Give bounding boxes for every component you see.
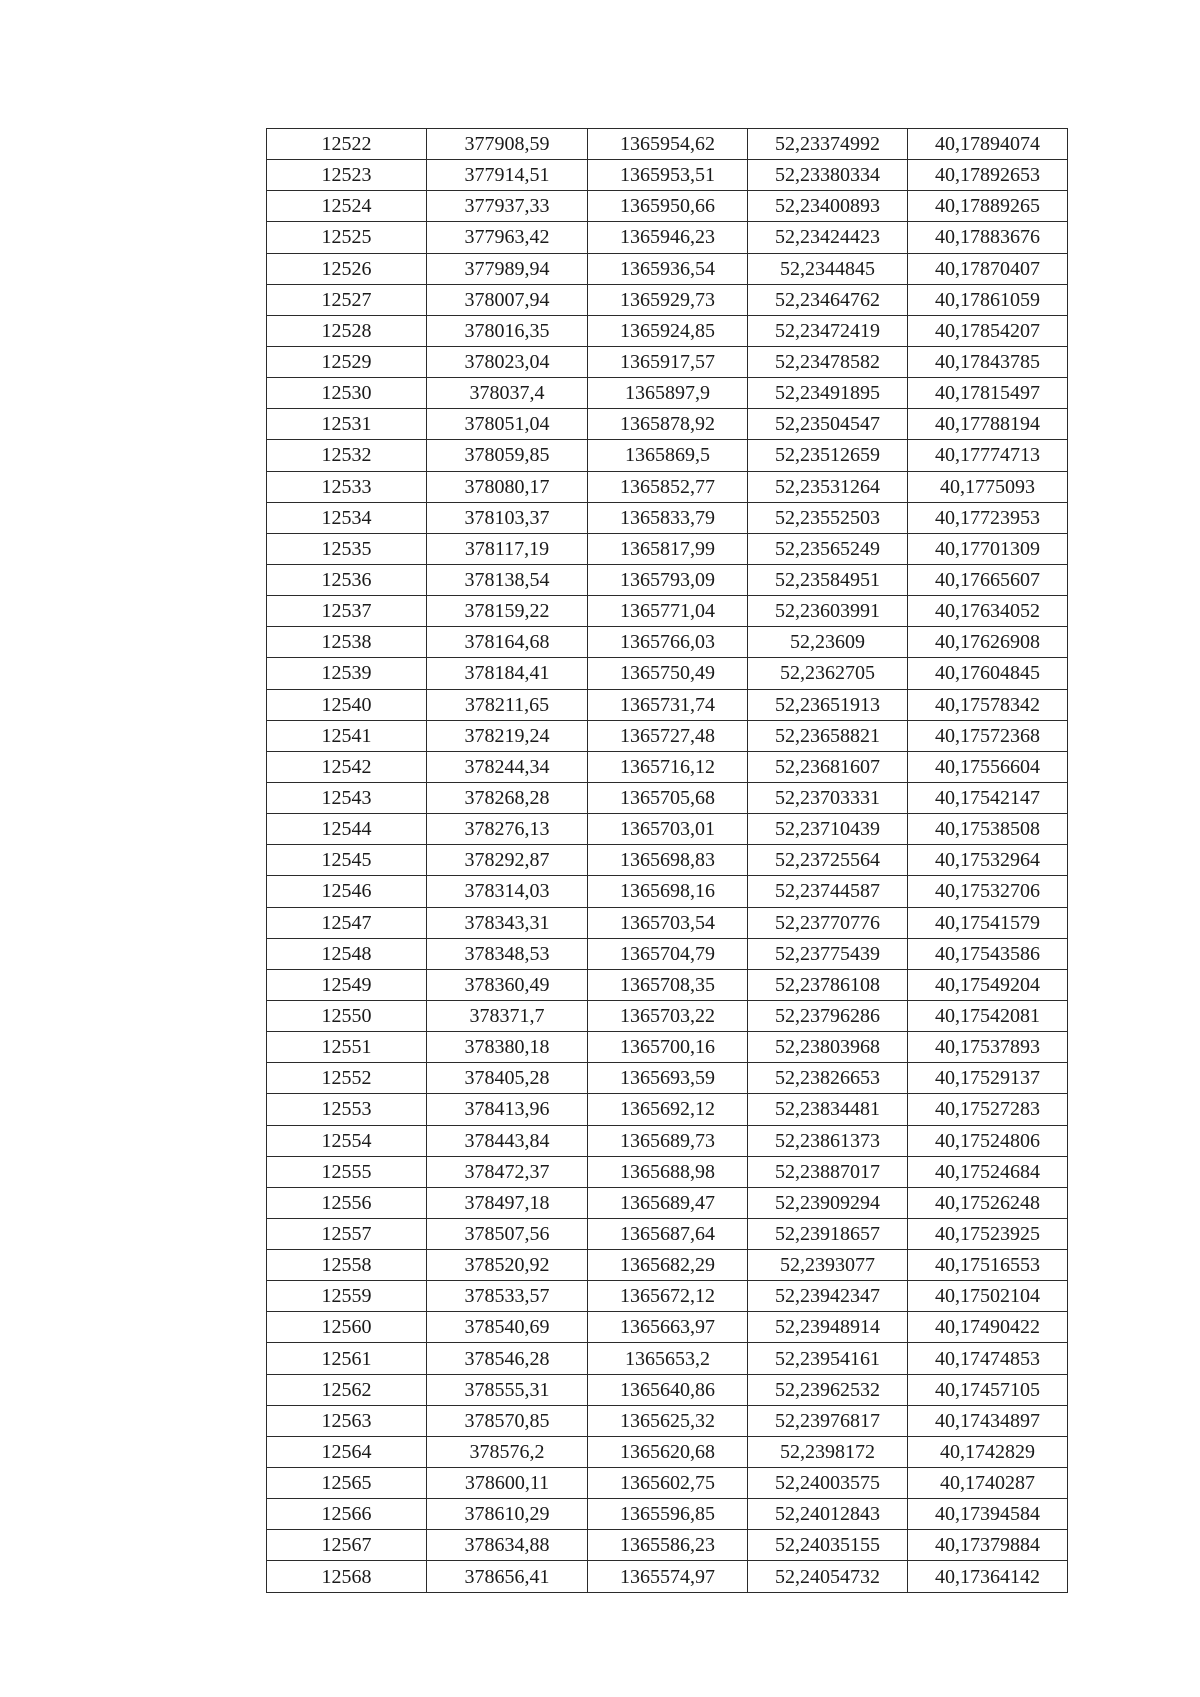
latitude-cell: 52,24012843 xyxy=(748,1499,908,1530)
point-number-cell: 12548 xyxy=(267,938,427,969)
table-row xyxy=(267,782,1068,813)
latitude-cell: 52,23887017 xyxy=(748,1156,908,1187)
latitude-cell: 52,23512659 xyxy=(748,440,908,471)
x-coordinate-cell: 378117,19 xyxy=(427,533,588,564)
y-coordinate-cell: 1365698,16 xyxy=(588,876,748,907)
table-row xyxy=(267,1187,1068,1218)
x-coordinate-cell: 378546,28 xyxy=(427,1343,588,1374)
x-coordinate-cell: 378292,87 xyxy=(427,845,588,876)
x-coordinate-cell: 377989,94 xyxy=(427,253,588,284)
latitude-cell: 52,23478582 xyxy=(748,346,908,377)
table-row xyxy=(267,845,1068,876)
x-coordinate-cell: 378059,85 xyxy=(427,440,588,471)
table-row xyxy=(267,1250,1068,1281)
longitude-cell: 40,17894074 xyxy=(908,129,1068,160)
point-number-cell: 12560 xyxy=(267,1312,427,1343)
x-coordinate-cell: 378576,2 xyxy=(427,1436,588,1467)
x-coordinate-cell: 378314,03 xyxy=(427,876,588,907)
point-number-cell: 12550 xyxy=(267,1000,427,1031)
table-row xyxy=(267,1281,1068,1312)
x-coordinate-cell: 377908,59 xyxy=(427,129,588,160)
point-number-cell: 12556 xyxy=(267,1187,427,1218)
latitude-cell: 52,23491895 xyxy=(748,378,908,409)
latitude-cell: 52,23803968 xyxy=(748,1032,908,1063)
table-row xyxy=(267,658,1068,689)
x-coordinate-cell: 377963,42 xyxy=(427,222,588,253)
table-row xyxy=(267,284,1068,315)
point-number-cell: 12562 xyxy=(267,1374,427,1405)
latitude-cell: 52,24003575 xyxy=(748,1468,908,1499)
latitude-cell: 52,23775439 xyxy=(748,938,908,969)
latitude-cell: 52,23954161 xyxy=(748,1343,908,1374)
point-number-cell: 12531 xyxy=(267,409,427,440)
table-row xyxy=(267,1561,1068,1592)
point-number-cell: 12568 xyxy=(267,1561,427,1592)
point-number-cell: 12536 xyxy=(267,564,427,595)
y-coordinate-cell: 1365869,5 xyxy=(588,440,748,471)
table-row xyxy=(267,409,1068,440)
point-number-cell: 12547 xyxy=(267,907,427,938)
latitude-cell: 52,23786108 xyxy=(748,969,908,1000)
table-row xyxy=(267,907,1068,938)
table-row xyxy=(267,1343,1068,1374)
table-row xyxy=(267,720,1068,751)
longitude-cell: 40,17542147 xyxy=(908,782,1068,813)
y-coordinate-cell: 1365672,12 xyxy=(588,1281,748,1312)
table-row xyxy=(267,1094,1068,1125)
y-coordinate-cell: 1365700,16 xyxy=(588,1032,748,1063)
point-number-cell: 12524 xyxy=(267,191,427,222)
longitude-cell: 40,17892653 xyxy=(908,160,1068,191)
coordinates-table-body xyxy=(267,129,1068,1593)
table-row xyxy=(267,440,1068,471)
table-row xyxy=(267,1530,1068,1561)
x-coordinate-cell: 378051,04 xyxy=(427,409,588,440)
point-number-cell: 12565 xyxy=(267,1468,427,1499)
latitude-cell: 52,2362705 xyxy=(748,658,908,689)
latitude-cell: 52,2393077 xyxy=(748,1250,908,1281)
longitude-cell: 40,17394584 xyxy=(908,1499,1068,1530)
point-number-cell: 12551 xyxy=(267,1032,427,1063)
x-coordinate-cell: 378080,17 xyxy=(427,471,588,502)
y-coordinate-cell: 1365878,92 xyxy=(588,409,748,440)
longitude-cell: 40,17870407 xyxy=(908,253,1068,284)
latitude-cell: 52,23948914 xyxy=(748,1312,908,1343)
longitude-cell: 40,17665607 xyxy=(908,564,1068,595)
point-number-cell: 12523 xyxy=(267,160,427,191)
latitude-cell: 52,23658821 xyxy=(748,720,908,751)
point-number-cell: 12544 xyxy=(267,814,427,845)
point-number-cell: 12564 xyxy=(267,1436,427,1467)
longitude-cell: 40,17516553 xyxy=(908,1250,1068,1281)
longitude-cell: 40,17529137 xyxy=(908,1063,1068,1094)
point-number-cell: 12557 xyxy=(267,1218,427,1249)
y-coordinate-cell: 1365727,48 xyxy=(588,720,748,751)
table-row xyxy=(267,346,1068,377)
point-number-cell: 12559 xyxy=(267,1281,427,1312)
longitude-cell: 40,17474853 xyxy=(908,1343,1068,1374)
longitude-cell: 40,17626908 xyxy=(908,627,1068,658)
y-coordinate-cell: 1365766,03 xyxy=(588,627,748,658)
longitude-cell: 40,17883676 xyxy=(908,222,1068,253)
point-number-cell: 12525 xyxy=(267,222,427,253)
point-number-cell: 12538 xyxy=(267,627,427,658)
point-number-cell: 12558 xyxy=(267,1250,427,1281)
table-row xyxy=(267,1405,1068,1436)
table-row xyxy=(267,160,1068,191)
latitude-cell: 52,23603991 xyxy=(748,596,908,627)
point-number-cell: 12555 xyxy=(267,1156,427,1187)
x-coordinate-cell: 378219,24 xyxy=(427,720,588,751)
point-number-cell: 12532 xyxy=(267,440,427,471)
table-row xyxy=(267,627,1068,658)
latitude-cell: 52,23861373 xyxy=(748,1125,908,1156)
longitude-cell: 40,17549204 xyxy=(908,969,1068,1000)
latitude-cell: 52,23584951 xyxy=(748,564,908,595)
y-coordinate-cell: 1365586,23 xyxy=(588,1530,748,1561)
point-number-cell: 12529 xyxy=(267,346,427,377)
y-coordinate-cell: 1365703,22 xyxy=(588,1000,748,1031)
longitude-cell: 40,17532706 xyxy=(908,876,1068,907)
y-coordinate-cell: 1365640,86 xyxy=(588,1374,748,1405)
latitude-cell: 52,23374992 xyxy=(748,129,908,160)
table-row xyxy=(267,1218,1068,1249)
point-number-cell: 12535 xyxy=(267,533,427,564)
table-row xyxy=(267,471,1068,502)
latitude-cell: 52,23609 xyxy=(748,627,908,658)
y-coordinate-cell: 1365682,29 xyxy=(588,1250,748,1281)
y-coordinate-cell: 1365897,9 xyxy=(588,378,748,409)
point-number-cell: 12563 xyxy=(267,1405,427,1436)
point-number-cell: 12540 xyxy=(267,689,427,720)
table-row xyxy=(267,129,1068,160)
x-coordinate-cell: 378211,65 xyxy=(427,689,588,720)
longitude-cell: 40,17524806 xyxy=(908,1125,1068,1156)
latitude-cell: 52,2398172 xyxy=(748,1436,908,1467)
x-coordinate-cell: 378443,84 xyxy=(427,1125,588,1156)
table-row xyxy=(267,876,1068,907)
y-coordinate-cell: 1365704,79 xyxy=(588,938,748,969)
latitude-cell: 52,23770776 xyxy=(748,907,908,938)
y-coordinate-cell: 1365936,54 xyxy=(588,253,748,284)
latitude-cell: 52,23472419 xyxy=(748,315,908,346)
x-coordinate-cell: 377914,51 xyxy=(427,160,588,191)
y-coordinate-cell: 1365793,09 xyxy=(588,564,748,595)
latitude-cell: 52,23424423 xyxy=(748,222,908,253)
latitude-cell: 52,23909294 xyxy=(748,1187,908,1218)
point-number-cell: 12527 xyxy=(267,284,427,315)
y-coordinate-cell: 1365693,59 xyxy=(588,1063,748,1094)
x-coordinate-cell: 378016,35 xyxy=(427,315,588,346)
latitude-cell: 52,23504547 xyxy=(748,409,908,440)
latitude-cell: 52,23651913 xyxy=(748,689,908,720)
x-coordinate-cell: 378634,88 xyxy=(427,1530,588,1561)
longitude-cell: 40,17572368 xyxy=(908,720,1068,751)
x-coordinate-cell: 378507,56 xyxy=(427,1218,588,1249)
x-coordinate-cell: 378610,29 xyxy=(427,1499,588,1530)
y-coordinate-cell: 1365833,79 xyxy=(588,502,748,533)
latitude-cell: 52,23918657 xyxy=(748,1218,908,1249)
table-row xyxy=(267,315,1068,346)
table-row xyxy=(267,1499,1068,1530)
x-coordinate-cell: 378348,53 xyxy=(427,938,588,969)
table-row xyxy=(267,814,1068,845)
latitude-cell: 52,23565249 xyxy=(748,533,908,564)
y-coordinate-cell: 1365750,49 xyxy=(588,658,748,689)
y-coordinate-cell: 1365924,85 xyxy=(588,315,748,346)
longitude-cell: 40,17815497 xyxy=(908,378,1068,409)
longitude-cell: 40,17723953 xyxy=(908,502,1068,533)
x-coordinate-cell: 378164,68 xyxy=(427,627,588,658)
latitude-cell: 52,24035155 xyxy=(748,1530,908,1561)
point-number-cell: 12553 xyxy=(267,1094,427,1125)
point-number-cell: 12546 xyxy=(267,876,427,907)
table-row xyxy=(267,191,1068,222)
longitude-cell: 40,17526248 xyxy=(908,1187,1068,1218)
table-row xyxy=(267,689,1068,720)
x-coordinate-cell: 378555,31 xyxy=(427,1374,588,1405)
y-coordinate-cell: 1365953,51 xyxy=(588,160,748,191)
x-coordinate-cell: 378520,92 xyxy=(427,1250,588,1281)
y-coordinate-cell: 1365663,97 xyxy=(588,1312,748,1343)
point-number-cell: 12561 xyxy=(267,1343,427,1374)
x-coordinate-cell: 378533,57 xyxy=(427,1281,588,1312)
table-row xyxy=(267,564,1068,595)
table-row xyxy=(267,969,1068,1000)
x-coordinate-cell: 377937,33 xyxy=(427,191,588,222)
point-number-cell: 12541 xyxy=(267,720,427,751)
table-row xyxy=(267,1156,1068,1187)
latitude-cell: 52,23552503 xyxy=(748,502,908,533)
x-coordinate-cell: 378371,7 xyxy=(427,1000,588,1031)
table-row xyxy=(267,1374,1068,1405)
table-row xyxy=(267,253,1068,284)
x-coordinate-cell: 378138,54 xyxy=(427,564,588,595)
x-coordinate-cell: 378540,69 xyxy=(427,1312,588,1343)
x-coordinate-cell: 378159,22 xyxy=(427,596,588,627)
x-coordinate-cell: 378037,4 xyxy=(427,378,588,409)
x-coordinate-cell: 378023,04 xyxy=(427,346,588,377)
y-coordinate-cell: 1365602,75 xyxy=(588,1468,748,1499)
table-row xyxy=(267,1125,1068,1156)
latitude-cell: 52,23796286 xyxy=(748,1000,908,1031)
latitude-cell: 52,23725564 xyxy=(748,845,908,876)
latitude-cell: 52,23744587 xyxy=(748,876,908,907)
longitude-cell: 40,17854207 xyxy=(908,315,1068,346)
x-coordinate-cell: 378103,37 xyxy=(427,502,588,533)
point-number-cell: 12552 xyxy=(267,1063,427,1094)
longitude-cell: 40,17861059 xyxy=(908,284,1068,315)
point-number-cell: 12567 xyxy=(267,1530,427,1561)
latitude-cell: 52,23976817 xyxy=(748,1405,908,1436)
table-row xyxy=(267,533,1068,564)
y-coordinate-cell: 1365687,64 xyxy=(588,1218,748,1249)
table-row xyxy=(267,1000,1068,1031)
longitude-cell: 40,17527283 xyxy=(908,1094,1068,1125)
x-coordinate-cell: 378268,28 xyxy=(427,782,588,813)
latitude-cell: 52,23464762 xyxy=(748,284,908,315)
y-coordinate-cell: 1365917,57 xyxy=(588,346,748,377)
point-number-cell: 12554 xyxy=(267,1125,427,1156)
y-coordinate-cell: 1365620,68 xyxy=(588,1436,748,1467)
y-coordinate-cell: 1365688,98 xyxy=(588,1156,748,1187)
x-coordinate-cell: 378007,94 xyxy=(427,284,588,315)
longitude-cell: 40,17457105 xyxy=(908,1374,1068,1405)
longitude-cell: 40,17788194 xyxy=(908,409,1068,440)
longitude-cell: 40,17523925 xyxy=(908,1218,1068,1249)
x-coordinate-cell: 378244,34 xyxy=(427,751,588,782)
point-number-cell: 12542 xyxy=(267,751,427,782)
longitude-cell: 40,17542081 xyxy=(908,1000,1068,1031)
longitude-cell: 40,17532964 xyxy=(908,845,1068,876)
longitude-cell: 40,17843785 xyxy=(908,346,1068,377)
x-coordinate-cell: 378570,85 xyxy=(427,1405,588,1436)
y-coordinate-cell: 1365574,97 xyxy=(588,1561,748,1592)
longitude-cell: 40,17701309 xyxy=(908,533,1068,564)
table-row xyxy=(267,222,1068,253)
longitude-cell: 40,17578342 xyxy=(908,689,1068,720)
y-coordinate-cell: 1365716,12 xyxy=(588,751,748,782)
longitude-cell: 40,17490422 xyxy=(908,1312,1068,1343)
longitude-cell: 40,17538508 xyxy=(908,814,1068,845)
longitude-cell: 40,17889265 xyxy=(908,191,1068,222)
table-row xyxy=(267,502,1068,533)
table-row xyxy=(267,1436,1068,1467)
x-coordinate-cell: 378343,31 xyxy=(427,907,588,938)
table-row xyxy=(267,1468,1068,1499)
y-coordinate-cell: 1365708,35 xyxy=(588,969,748,1000)
longitude-cell: 40,17774713 xyxy=(908,440,1068,471)
y-coordinate-cell: 1365692,12 xyxy=(588,1094,748,1125)
latitude-cell: 52,23681607 xyxy=(748,751,908,782)
latitude-cell: 52,23531264 xyxy=(748,471,908,502)
point-number-cell: 12533 xyxy=(267,471,427,502)
point-number-cell: 12549 xyxy=(267,969,427,1000)
latitude-cell: 52,23826653 xyxy=(748,1063,908,1094)
latitude-cell: 52,23834481 xyxy=(748,1094,908,1125)
latitude-cell: 52,23710439 xyxy=(748,814,908,845)
latitude-cell: 52,23703331 xyxy=(748,782,908,813)
point-number-cell: 12537 xyxy=(267,596,427,627)
y-coordinate-cell: 1365954,62 xyxy=(588,129,748,160)
longitude-cell: 40,1775093 xyxy=(908,471,1068,502)
x-coordinate-cell: 378472,37 xyxy=(427,1156,588,1187)
y-coordinate-cell: 1365946,23 xyxy=(588,222,748,253)
longitude-cell: 40,1742829 xyxy=(908,1436,1068,1467)
longitude-cell: 40,17634052 xyxy=(908,596,1068,627)
longitude-cell: 40,17434897 xyxy=(908,1405,1068,1436)
y-coordinate-cell: 1365703,01 xyxy=(588,814,748,845)
x-coordinate-cell: 378184,41 xyxy=(427,658,588,689)
longitude-cell: 40,17379884 xyxy=(908,1530,1068,1561)
table-row xyxy=(267,1063,1068,1094)
y-coordinate-cell: 1365703,54 xyxy=(588,907,748,938)
x-coordinate-cell: 378656,41 xyxy=(427,1561,588,1592)
x-coordinate-cell: 378413,96 xyxy=(427,1094,588,1125)
point-number-cell: 12526 xyxy=(267,253,427,284)
point-number-cell: 12545 xyxy=(267,845,427,876)
y-coordinate-cell: 1365653,2 xyxy=(588,1343,748,1374)
x-coordinate-cell: 378600,11 xyxy=(427,1468,588,1499)
point-number-cell: 12534 xyxy=(267,502,427,533)
x-coordinate-cell: 378360,49 xyxy=(427,969,588,1000)
longitude-cell: 40,1740287 xyxy=(908,1468,1068,1499)
x-coordinate-cell: 378380,18 xyxy=(427,1032,588,1063)
longitude-cell: 40,17556604 xyxy=(908,751,1068,782)
y-coordinate-cell: 1365689,73 xyxy=(588,1125,748,1156)
y-coordinate-cell: 1365705,68 xyxy=(588,782,748,813)
y-coordinate-cell: 1365771,04 xyxy=(588,596,748,627)
coordinates-table xyxy=(266,128,1068,1593)
longitude-cell: 40,17604845 xyxy=(908,658,1068,689)
y-coordinate-cell: 1365596,85 xyxy=(588,1499,748,1530)
longitude-cell: 40,17541579 xyxy=(908,907,1068,938)
point-number-cell: 12539 xyxy=(267,658,427,689)
latitude-cell: 52,23400893 xyxy=(748,191,908,222)
table-row xyxy=(267,378,1068,409)
x-coordinate-cell: 378405,28 xyxy=(427,1063,588,1094)
longitude-cell: 40,17543586 xyxy=(908,938,1068,969)
latitude-cell: 52,2344845 xyxy=(748,253,908,284)
longitude-cell: 40,17502104 xyxy=(908,1281,1068,1312)
longitude-cell: 40,17364142 xyxy=(908,1561,1068,1592)
latitude-cell: 52,23962532 xyxy=(748,1374,908,1405)
point-number-cell: 12522 xyxy=(267,129,427,160)
table-row xyxy=(267,1312,1068,1343)
y-coordinate-cell: 1365950,66 xyxy=(588,191,748,222)
table-row xyxy=(267,751,1068,782)
longitude-cell: 40,17537893 xyxy=(908,1032,1068,1063)
latitude-cell: 52,23942347 xyxy=(748,1281,908,1312)
y-coordinate-cell: 1365698,83 xyxy=(588,845,748,876)
point-number-cell: 12543 xyxy=(267,782,427,813)
table-row xyxy=(267,596,1068,627)
x-coordinate-cell: 378497,18 xyxy=(427,1187,588,1218)
point-number-cell: 12566 xyxy=(267,1499,427,1530)
y-coordinate-cell: 1365929,73 xyxy=(588,284,748,315)
table-row xyxy=(267,1032,1068,1063)
y-coordinate-cell: 1365852,77 xyxy=(588,471,748,502)
table-row xyxy=(267,938,1068,969)
latitude-cell: 52,23380334 xyxy=(748,160,908,191)
longitude-cell: 40,17524684 xyxy=(908,1156,1068,1187)
point-number-cell: 12530 xyxy=(267,378,427,409)
point-number-cell: 12528 xyxy=(267,315,427,346)
y-coordinate-cell: 1365625,32 xyxy=(588,1405,748,1436)
latitude-cell: 52,24054732 xyxy=(748,1561,908,1592)
y-coordinate-cell: 1365689,47 xyxy=(588,1187,748,1218)
x-coordinate-cell: 378276,13 xyxy=(427,814,588,845)
y-coordinate-cell: 1365817,99 xyxy=(588,533,748,564)
y-coordinate-cell: 1365731,74 xyxy=(588,689,748,720)
